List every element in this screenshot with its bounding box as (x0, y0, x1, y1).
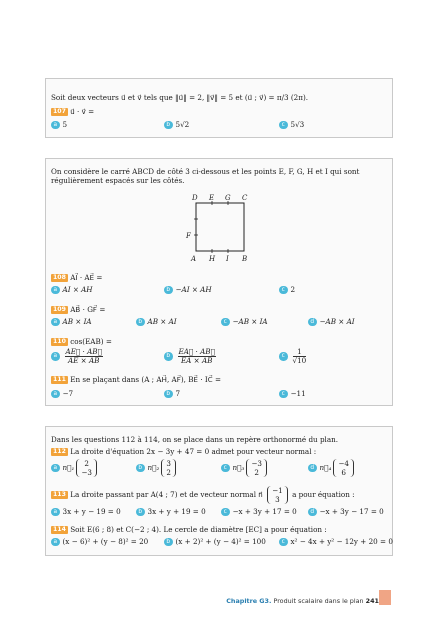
chapter-title: Produit scalaire dans le plan (273, 597, 364, 605)
q112-option-c[interactable]: c n⃗₃ −3 2 (221, 459, 269, 477)
q109-option-d[interactable]: d −AB × AI (308, 317, 355, 326)
exercise-block-3 (45, 426, 393, 556)
label-I: I (226, 255, 229, 263)
q110-option-b[interactable]: b $\frac{EA⃗ \cdot AB⃗}{EA \times AB}$ (164, 348, 218, 365)
label-G: G (225, 194, 231, 202)
q111-option-b[interactable]: b 7 (164, 389, 180, 398)
page-number: 241 (365, 597, 379, 605)
q111-stem: 111 En se plaçant dans (A ; AH⃗, AF⃗), BE⃗ · IC⃗ = (53, 375, 222, 384)
q110-stem: 110 cos(EAB) = (53, 337, 112, 346)
q108-option-b[interactable]: b −AI × AH (164, 285, 212, 294)
q107-number: 107 (53, 108, 66, 115)
exercise-block-2 (45, 158, 393, 406)
q113-option-c[interactable]: c −x + 3y + 17 = 0 (221, 507, 297, 516)
q107-option-a[interactable]: a 5 (51, 120, 67, 129)
q111-option-a[interactable]: a −7 (51, 389, 73, 398)
q114-option-b[interactable]: b (x + 2)² + (y − 4)² = 100 (164, 537, 266, 546)
q109-stem: 109 AB⃗ · GF⃗ = (53, 305, 106, 314)
square-figure (182, 193, 252, 267)
label-H: H (209, 255, 216, 263)
label-C: C (242, 194, 248, 202)
q108-option-a[interactable]: a AI × AH (51, 285, 93, 294)
block2-intro: On considère le carré ABCD de côté 3 ci-dessous et les points E, F, G, H et I qui sont régulièrement espacés sur les côtés. (51, 167, 360, 185)
q110-option-c[interactable]: c $\frac{1}{√10}$ (279, 348, 308, 365)
label-F: F (186, 232, 191, 240)
q109-option-a[interactable]: a AB × IA (51, 317, 92, 326)
label-B: B (242, 255, 248, 263)
q107-stem (51, 107, 94, 116)
q108-option-c[interactable]: c 2 (279, 285, 295, 294)
chapter-label: Chapitre G3. (226, 597, 272, 605)
q111-option-c[interactable]: c −11 (279, 389, 306, 398)
q113-option-a[interactable]: a 3x + y − 19 = 0 (51, 507, 121, 516)
q113-option-d[interactable]: d −x + 3y − 17 = 0 (308, 507, 384, 516)
q113-option-b[interactable]: b 3x + y + 19 = 0 (136, 507, 206, 516)
exercise-block-1 (45, 78, 393, 138)
q109-option-c[interactable]: c −AB × IA (221, 317, 268, 326)
q114-stem: 114 Soit E(6 ; 8) et C(−2 ; 4). Le cercle de diamètre [EC] a pour équation : (53, 525, 327, 534)
q107-text: u⃗ · v⃗ = (70, 107, 95, 116)
q112-option-a[interactable]: a n⃗₁ 2 −3 (51, 459, 99, 477)
page-footer (226, 597, 379, 605)
q113-stem: 113 La droite passant par A(4 ; 7) et de vecteur normal n⃗ −1 3 a pour équation : (53, 486, 355, 504)
q107-option-c[interactable]: c 5√3 (279, 120, 304, 129)
q108-stem: 108 AI⃗ · AE⃗ = (53, 273, 103, 282)
label-E: E (209, 194, 215, 202)
block1-intro: Soit deux vecteurs u⃗ et v⃗ tels que ‖u⃗‖ = 2, ‖v⃗‖ = 5 et (u⃗ ; v⃗) = π/3 (2π). (51, 93, 309, 102)
q112-option-d[interactable]: d n⃗₄ −4 6 (308, 459, 356, 477)
block3-intro: Dans les questions 112 à 114, on se place dans un repère orthonormé du plan. (51, 435, 339, 444)
q112-stem: 112 La droite d'équation 2x − 3y + 47 = 0 admet pour vecteur normal : (53, 447, 317, 456)
q112-option-b[interactable]: b n⃗₂ 3 2 (136, 459, 178, 477)
page-tab-marker (379, 590, 391, 605)
q114-option-c[interactable]: c x² − 4x + y² − 12y + 20 = 0 (279, 537, 393, 546)
q110-option-a[interactable]: a $\frac{AE⃗ \cdot AB⃗}{AE \times AB}$ (51, 348, 105, 365)
q109-option-b[interactable]: b AB × AI (136, 317, 177, 326)
q107-option-b[interactable]: b 5√2 (164, 120, 189, 129)
label-A: A (191, 255, 197, 263)
q114-option-a[interactable]: a (x − 6)² + (y − 8)² = 20 (51, 537, 148, 546)
label-D: D (192, 194, 198, 202)
